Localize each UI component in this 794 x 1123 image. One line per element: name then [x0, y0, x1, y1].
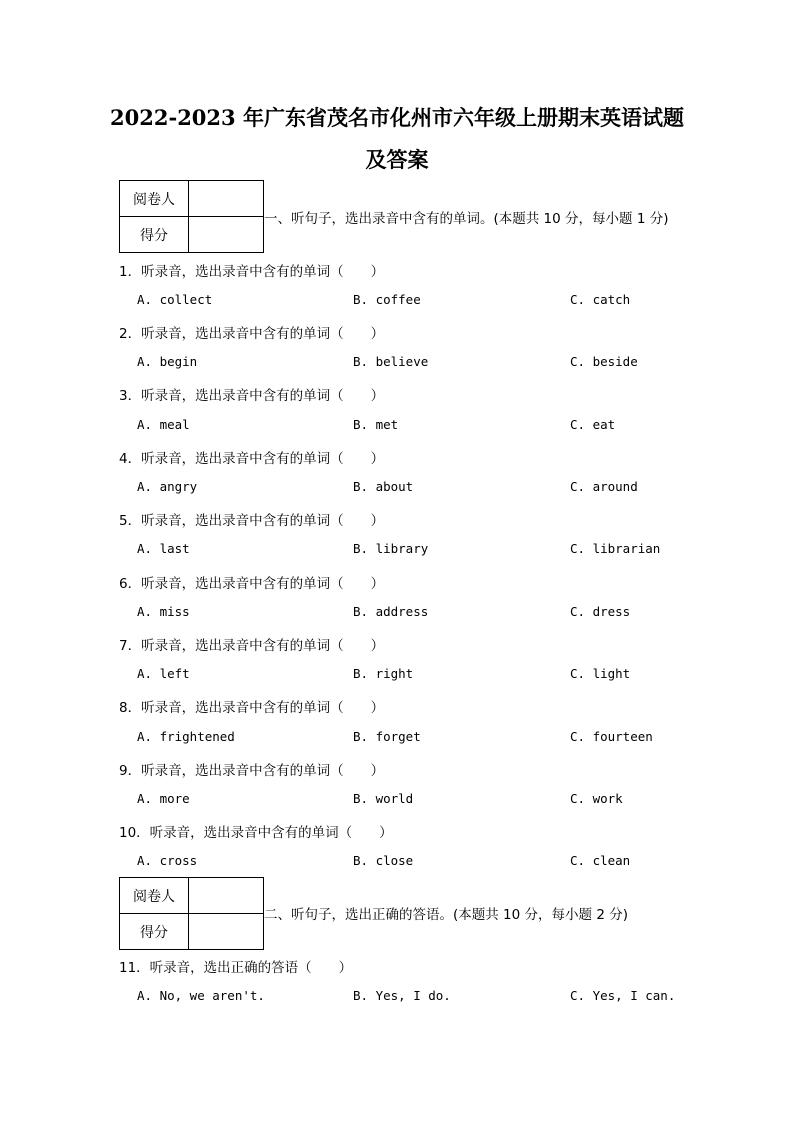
question-options — [137, 791, 737, 807]
option-b: B. right — [353, 666, 414, 681]
option-b: B. believe — [353, 354, 429, 369]
option-a: A. last — [137, 541, 190, 556]
score-label: 得分 — [120, 914, 189, 950]
question-prompt: 8．听录音，选出录音中含有的单词（ ） — [119, 700, 385, 716]
question-prompt: 9．听录音，选出录音中含有的单词（ ） — [119, 763, 385, 779]
question-prompt: 7．听录音，选出录音中含有的单词（ ） — [119, 638, 385, 654]
question-prompt: 1．听录音，选出录音中含有的单词（ ） — [119, 264, 385, 280]
option-c: C. dress — [570, 604, 631, 619]
question-options — [137, 666, 737, 682]
option-a: A. collect — [137, 292, 213, 307]
question-options — [137, 479, 737, 495]
option-b: B. met — [353, 417, 399, 432]
option-c: C. Yes, I can. — [570, 988, 676, 1003]
score-label: 得分 — [120, 217, 189, 253]
option-a: A. more — [137, 791, 190, 806]
document-title-continued: 及答案 — [365, 147, 429, 172]
question-prompt: 2．听录音，选出录音中含有的单词（ ） — [119, 326, 385, 342]
option-b: B. close — [353, 853, 414, 868]
question-prompt: 10．听录音，选出录音中含有的单词（ ） — [119, 825, 393, 841]
option-c: C. librarian — [570, 541, 661, 556]
question-options — [137, 604, 737, 620]
question-options — [137, 541, 737, 557]
reviewer-blank — [189, 878, 264, 914]
option-c: C. fourteen — [570, 729, 653, 744]
option-a: A. angry — [137, 479, 198, 494]
question-options — [137, 729, 737, 745]
section-heading: 二、听句子，选出正确的答语。(本题共 10 分，每小题 2 分) — [264, 907, 628, 923]
question-prompt: 6．听录音，选出录音中含有的单词（ ） — [119, 576, 385, 592]
option-a: A. frightened — [137, 729, 235, 744]
option-a: A. cross — [137, 853, 198, 868]
question-prompt: 3．听录音，选出录音中含有的单词（ ） — [119, 388, 385, 404]
question-options — [137, 417, 737, 433]
option-b: B. address — [353, 604, 429, 619]
option-c: C. work — [570, 791, 623, 806]
option-b: B. Yes, I do. — [353, 988, 451, 1003]
option-a: A. left — [137, 666, 190, 681]
question-options — [137, 292, 737, 308]
option-c: C. clean — [570, 853, 631, 868]
question-options — [137, 988, 737, 1004]
section-heading: 一、听句子，选出录音中含有的单词。(本题共 10 分，每小题 1 分) — [264, 211, 669, 227]
reviewer-label: 阅卷人 — [120, 878, 189, 914]
question-prompt: 11．听录音，选出正确的答语（ ） — [119, 960, 353, 976]
option-b: B. forget — [353, 729, 421, 744]
score-blank — [189, 217, 264, 253]
option-b: B. about — [353, 479, 414, 494]
option-c: C. beside — [570, 354, 638, 369]
question-options — [137, 853, 737, 869]
option-b: B. library — [353, 541, 429, 556]
reviewer-label: 阅卷人 — [120, 181, 189, 217]
option-b: B. world — [353, 791, 414, 806]
score-blank — [189, 914, 264, 950]
score-box — [119, 877, 264, 950]
score-box — [119, 180, 264, 253]
option-a: A. miss — [137, 604, 190, 619]
reviewer-blank — [189, 181, 264, 217]
option-a: A. meal — [137, 417, 190, 432]
option-a: A. No, we aren't. — [137, 988, 265, 1003]
option-a: A. begin — [137, 354, 198, 369]
option-c: C. around — [570, 479, 638, 494]
question-options — [137, 354, 737, 370]
option-c: C. catch — [570, 292, 631, 307]
option-c: C. light — [570, 666, 631, 681]
question-prompt: 4．听录音，选出录音中含有的单词（ ） — [119, 451, 385, 467]
option-c: C. eat — [570, 417, 616, 432]
question-prompt: 5．听录音，选出录音中含有的单词（ ） — [119, 513, 385, 529]
option-b: B. coffee — [353, 292, 421, 307]
document-title: 2022-2023 年广东省茂名市化州市六年级上册期末英语试题 — [110, 105, 684, 130]
